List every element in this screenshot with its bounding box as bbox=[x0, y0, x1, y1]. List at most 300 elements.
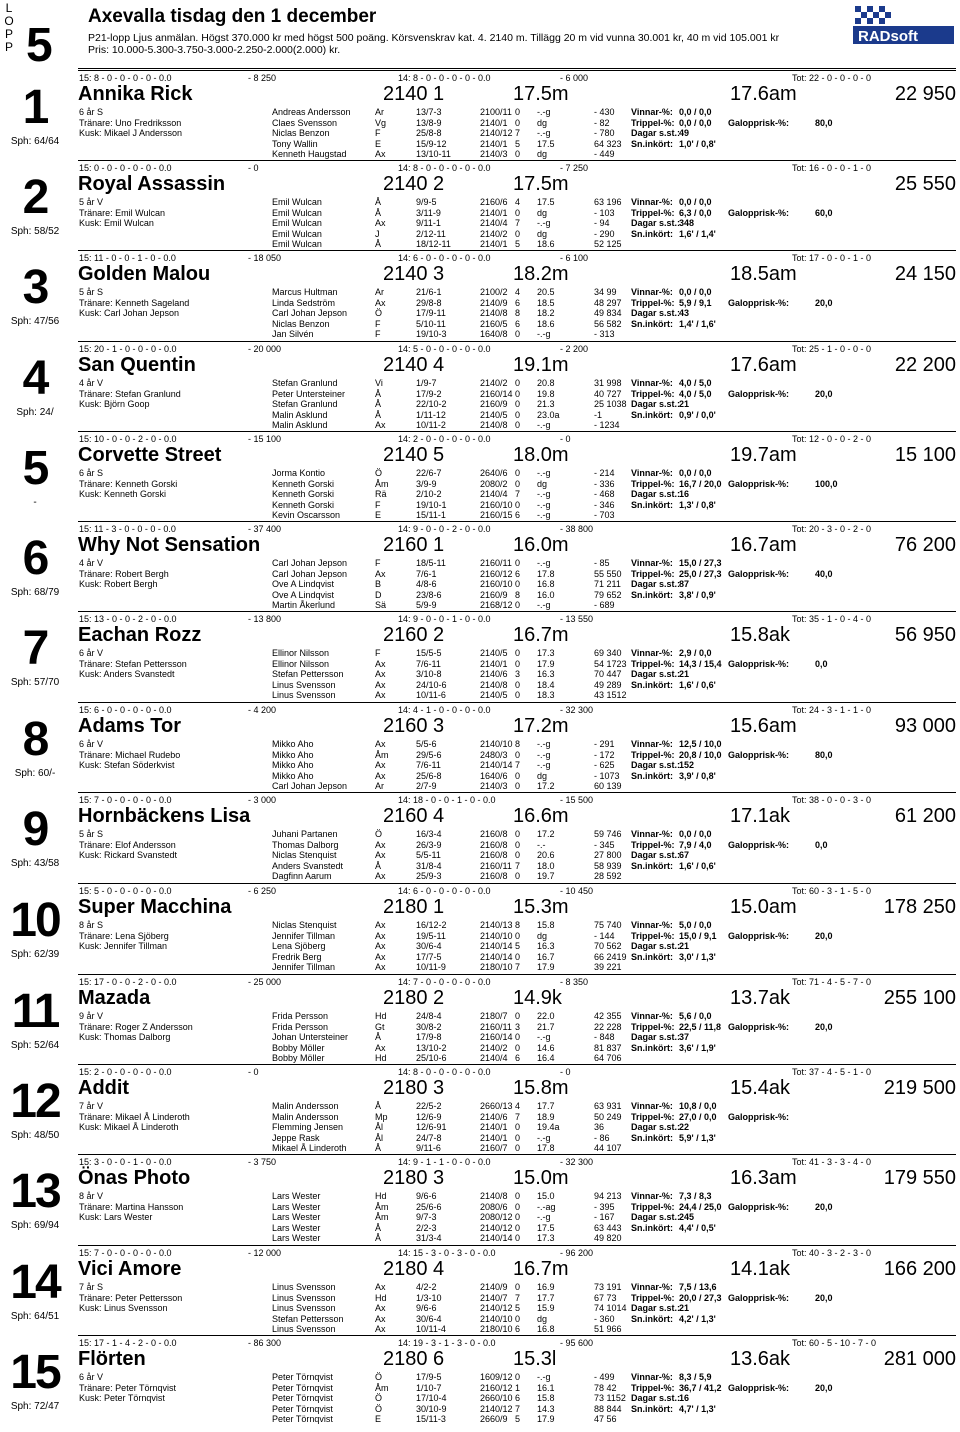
stats-this-year: 15: 3 - 0 - 0 - 1 - 0 - 0.0 bbox=[79, 1157, 172, 1167]
horse-entry bbox=[0, 974, 960, 1064]
age-sex: 6 år S bbox=[79, 107, 104, 117]
start-placing: 3 bbox=[515, 669, 521, 680]
start-number: 15 bbox=[10, 1346, 60, 1399]
start-driver: Linus Svensson bbox=[272, 679, 336, 690]
start-odds: 49 820 bbox=[594, 1233, 622, 1244]
start-distance: 1640/6 bbox=[480, 770, 508, 781]
start-date: 21/6-1 bbox=[416, 287, 442, 297]
sninkort-label: Sn.inkört: bbox=[631, 951, 673, 962]
trippel-value: 5,9 / 9,1 bbox=[679, 297, 712, 308]
trainer: Tränare: Martina Hansson bbox=[79, 1201, 184, 1212]
sninkort-label: Sn.inkört: bbox=[631, 1403, 673, 1414]
start-placing: 6 bbox=[515, 568, 521, 579]
start-placing: 0 bbox=[515, 468, 521, 478]
start-odds: 52 125 bbox=[594, 239, 622, 250]
start-driver: Mikko Aho bbox=[272, 770, 314, 781]
galopp-label: Galopprisk-%: bbox=[728, 1292, 790, 1303]
start-odds: 75 740 bbox=[594, 920, 622, 930]
start-time: 19.8 bbox=[537, 388, 555, 399]
start-date: 19/10-1 bbox=[416, 499, 447, 510]
start-distance: 2140/13 bbox=[480, 920, 513, 930]
start-date: 9/9-5 bbox=[416, 197, 437, 207]
driver: Kusk: Peter Törnqvist bbox=[79, 1393, 165, 1403]
entry-divider bbox=[78, 1335, 956, 1336]
horse-entry bbox=[0, 883, 960, 973]
start-distance: 2140/5 bbox=[480, 690, 508, 701]
earnings-last-year: - 10 450 bbox=[560, 886, 594, 896]
total-earnings: 255 100 bbox=[883, 987, 956, 1009]
stats-last-year: 14: 9 - 0 - 0 - 2 - 0 - 0.0 bbox=[398, 524, 491, 534]
horse-info bbox=[79, 739, 180, 771]
start-date: 16/12-2 bbox=[416, 920, 447, 930]
dagar-label: Dagar s.st.: bbox=[631, 218, 681, 229]
start-date: 25/8-8 bbox=[416, 128, 442, 139]
start-number: 3 bbox=[22, 261, 48, 314]
start-time: 18.6 bbox=[537, 318, 555, 329]
start-date: 9/6-6 bbox=[416, 1303, 437, 1314]
start-date: 4/2-2 bbox=[416, 1282, 437, 1292]
stats-this-year: 15: 8 - 0 - 0 - 0 - 0 - 0.0 bbox=[79, 73, 172, 83]
entry-divider bbox=[78, 1245, 956, 1246]
distance-track: 2180 2 bbox=[383, 987, 445, 1009]
start-driver: Carl Johan Jepson bbox=[272, 308, 348, 319]
start-placing: 0 bbox=[515, 1222, 521, 1233]
start-distance: 2140/1 bbox=[480, 1122, 508, 1133]
entry-divider bbox=[78, 1154, 956, 1155]
start-time: dg bbox=[537, 207, 548, 218]
vinnar-label: Vinnar-%: bbox=[631, 829, 673, 839]
start-distance: 2140/5 bbox=[480, 409, 508, 420]
trippel-label: Trippel-%: bbox=[631, 207, 675, 218]
start-placing: 7 bbox=[515, 1292, 521, 1303]
start-placing: 0 bbox=[515, 478, 521, 489]
start-driver: Jeppe Rask bbox=[272, 1132, 320, 1143]
start-date: 5/5-11 bbox=[416, 850, 441, 861]
start-odds: 47 56 bbox=[594, 1414, 617, 1425]
conditions-line-2: Pris: 10.000-5.300-3.750-3.000-2.250-2.000(2.000) kr. bbox=[88, 44, 341, 56]
start-date: 23/8-6 bbox=[416, 589, 442, 600]
speed-figure: Sph: 47/56 bbox=[10, 316, 60, 327]
header-divider bbox=[78, 68, 956, 69]
start-date: 25/9-3 bbox=[416, 871, 442, 882]
galopp-value: 20,0 bbox=[815, 1201, 833, 1212]
start-driver: Carl Johan Jepson bbox=[272, 568, 348, 579]
entry-divider bbox=[78, 883, 956, 884]
total-earnings: 22 950 bbox=[894, 83, 956, 105]
stats-last-year: 14: 8 - 0 - 0 - 0 - 0 - 0.0 bbox=[398, 1067, 491, 1077]
trippel-value: 27,0 / 0,0 bbox=[679, 1111, 717, 1122]
stats-total: Tot: 40 - 3 - 2 - 3 - 0 bbox=[792, 1248, 872, 1258]
stats-this-year: 15: 7 - 0 - 0 - 0 - 0 - 0.0 bbox=[79, 1248, 172, 1258]
dagar-value: 348 bbox=[679, 218, 695, 229]
start-time: 14.3 bbox=[537, 1403, 555, 1414]
earnings-last-year: - 32 300 bbox=[560, 705, 594, 715]
stats-total: Tot: 60 - 5 - 10 - 7 - 0 bbox=[792, 1338, 877, 1348]
start-odds: 40 727 bbox=[594, 388, 622, 399]
start-placing: 4 bbox=[515, 1101, 521, 1111]
earnings-last-year: - 2 200 bbox=[560, 344, 589, 354]
start-time: -.-g bbox=[537, 558, 551, 568]
start-distance: 2168/12 bbox=[480, 600, 513, 611]
earnings-this-year: - 4 200 bbox=[248, 705, 277, 715]
vinnar-label: Vinnar-%: bbox=[631, 1191, 673, 1201]
start-placing: 7 bbox=[515, 218, 521, 229]
start-number: 7 bbox=[22, 622, 48, 675]
start-track: F bbox=[375, 329, 381, 340]
start-driver: Marcus Hultman bbox=[272, 287, 338, 297]
dagar-label: Dagar s.st.: bbox=[631, 850, 681, 861]
start-distance: 2140/9 bbox=[480, 297, 508, 308]
start-driver: Peter Törnqvist bbox=[272, 1393, 333, 1404]
start-odds: 70 562 bbox=[594, 941, 622, 952]
start-distance: 2140/2 bbox=[480, 1042, 508, 1053]
start-distance: 2160/8 bbox=[480, 871, 508, 882]
start-date: 9/7-3 bbox=[416, 1212, 437, 1223]
start-driver: Claes Svensson bbox=[272, 117, 338, 128]
start-odds: 59 746 bbox=[594, 829, 622, 839]
start-driver: Malin Asklund bbox=[272, 420, 328, 431]
earnings-last-year: - 8 350 bbox=[560, 977, 589, 987]
horse-entry bbox=[0, 160, 960, 250]
start-placing: 7 bbox=[515, 1403, 521, 1414]
start-odds: 63 196 bbox=[594, 197, 622, 207]
start-placing: 0 bbox=[515, 1122, 521, 1133]
start-odds: 44 107 bbox=[594, 1143, 622, 1154]
horse-info bbox=[79, 287, 189, 319]
start-track: Hd bbox=[375, 1011, 387, 1021]
age-sex: 8 år V bbox=[79, 1191, 104, 1201]
start-date: 24/8-4 bbox=[416, 1011, 442, 1021]
start-driver: Linus Svensson bbox=[272, 690, 336, 701]
start-time: -.-g bbox=[537, 218, 551, 229]
horse-entry bbox=[0, 250, 960, 340]
start-distance: 2140/1 bbox=[480, 1132, 508, 1143]
horse-entry bbox=[0, 1245, 960, 1335]
start-track: Ax bbox=[375, 1313, 386, 1324]
start-odds: 49 834 bbox=[594, 308, 622, 319]
start-distance: 2140/6 bbox=[480, 1111, 508, 1122]
earnings-this-year: - 18 050 bbox=[248, 253, 282, 263]
earnings-this-year: - 20 000 bbox=[248, 344, 282, 354]
start-time: -.-g bbox=[537, 1032, 551, 1043]
start-odds: 50 249 bbox=[594, 1111, 622, 1122]
sninkort-value: 4,4' / 0,5' bbox=[679, 1222, 716, 1233]
start-driver: Jennifer Tillman bbox=[272, 962, 336, 973]
start-track: Ax bbox=[375, 930, 386, 941]
age-sex: 9 år V bbox=[79, 1011, 104, 1021]
start-distance: 2140/12 bbox=[480, 1222, 513, 1233]
sninkort-value: 3,6' / 1,9' bbox=[679, 1042, 716, 1053]
age-sex: 5 år V bbox=[79, 197, 104, 207]
start-odds: - 499 bbox=[594, 1372, 615, 1382]
start-date: 22/6-7 bbox=[416, 468, 442, 478]
start-driver: Linda Sedström bbox=[272, 297, 336, 308]
age-sex: 5 år S bbox=[79, 287, 104, 297]
horse-entry bbox=[0, 70, 960, 160]
start-track: Ax bbox=[375, 420, 386, 431]
start-driver: Malin Andersson bbox=[272, 1101, 339, 1111]
vinnar-value: 0,0 / 0,0 bbox=[679, 287, 712, 297]
start-time: -.-ag bbox=[537, 1201, 556, 1212]
distance-track: 2180 6 bbox=[383, 1348, 445, 1370]
driver: Kusk: Kenneth Gorski bbox=[79, 489, 167, 499]
start-distance: 2660/13 bbox=[480, 1101, 513, 1111]
start-driver: Stefan Granlund bbox=[272, 399, 338, 410]
start-driver: Niclas Stenquist bbox=[272, 850, 337, 861]
galopp-label: Galopprisk-%: bbox=[728, 297, 790, 308]
start-date: 29/8-8 bbox=[416, 297, 442, 308]
start-placing: 0 bbox=[515, 117, 521, 128]
start-date: 17/10-4 bbox=[416, 1393, 447, 1404]
start-track: Ax bbox=[375, 568, 386, 579]
start-time: 16.7 bbox=[537, 951, 555, 962]
radsoft-logo bbox=[853, 4, 954, 46]
start-date: 10/11-4 bbox=[416, 1324, 446, 1335]
horse-entry bbox=[0, 341, 960, 431]
dagar-value: 21 bbox=[679, 941, 690, 952]
start-date: 15/9-12 bbox=[416, 138, 447, 149]
start-time: 15.0 bbox=[537, 1191, 555, 1201]
stats-last-year: 14: 15 - 3 - 0 - 3 - 0 - 0.0 bbox=[398, 1248, 496, 1258]
start-driver: Jan Silvén bbox=[272, 329, 314, 340]
stats-this-year: 15: 0 - 0 - 0 - 0 - 0 - 0.0 bbox=[79, 163, 172, 173]
start-distance: 2140/10 bbox=[480, 1313, 513, 1324]
start-distance: 2140/2 bbox=[480, 228, 508, 239]
start-date: 13/10-2 bbox=[416, 1042, 447, 1053]
horse-name: Flörten bbox=[78, 1348, 146, 1370]
start-distance: 2140/4 bbox=[480, 1053, 508, 1064]
stats-this-year: 15: 5 - 0 - 0 - 0 - 0 - 0.0 bbox=[79, 886, 172, 896]
dagar-value: 245 bbox=[679, 1212, 695, 1223]
horse-name: Golden Malou bbox=[78, 263, 211, 285]
start-driver: Lars Wester bbox=[272, 1191, 321, 1201]
vinnar-value: 12,5 / 10,0 bbox=[679, 739, 722, 749]
start-track: Hd bbox=[375, 1191, 387, 1201]
speed-figure: Sph: 58/52 bbox=[10, 226, 60, 237]
start-date: 3/11-9 bbox=[416, 207, 441, 218]
galopp-value: 20,0 bbox=[815, 1292, 833, 1303]
start-distance: 2080/2 bbox=[480, 478, 508, 489]
start-driver: Lars Wester bbox=[272, 1222, 321, 1233]
stats-last-year: 14: 9 - 0 - 0 - 1 - 0 - 0.0 bbox=[398, 614, 491, 624]
start-date: 3/10-8 bbox=[416, 669, 442, 680]
start-date: 5/5-6 bbox=[416, 739, 437, 749]
start-odds: 39 221 bbox=[594, 962, 622, 973]
start-odds: 25 1038 bbox=[594, 399, 627, 410]
total-earnings: 56 950 bbox=[894, 624, 956, 646]
sninkort-label: Sn.inkört: bbox=[631, 499, 673, 510]
distance-track: 2140 2 bbox=[383, 173, 445, 195]
galopp-label: Galopprisk-%: bbox=[728, 388, 790, 399]
sninkort-label: Sn.inkört: bbox=[631, 1132, 673, 1143]
galopp-value: 80,0 bbox=[815, 749, 833, 760]
start-driver: Bobby Möller bbox=[272, 1053, 325, 1064]
start-placing: 7 bbox=[515, 1111, 521, 1122]
start-time: -.-g bbox=[537, 128, 551, 139]
start-time: 17.5 bbox=[537, 138, 555, 149]
total-earnings: 15 100 bbox=[894, 444, 956, 466]
start-time: 16.9 bbox=[537, 1282, 555, 1292]
start-odds: 34 99 bbox=[594, 287, 617, 297]
stats-last-year: 14: 19 - 3 - 1 - 3 - 0 - 0.0 bbox=[398, 1338, 496, 1348]
start-distance: 2480/3 bbox=[480, 749, 508, 760]
start-driver: Emil Wulcan bbox=[272, 228, 322, 239]
start-number: 5 bbox=[22, 442, 48, 495]
start-odds: 69 340 bbox=[594, 648, 622, 658]
start-driver: Stefan Granlund bbox=[272, 378, 338, 388]
start-odds: - 468 bbox=[594, 489, 615, 500]
age-sex: 8 år S bbox=[79, 920, 104, 930]
horse-name: Adams Tor bbox=[78, 715, 181, 737]
start-odds: - 86 bbox=[594, 1132, 610, 1143]
start-driver: Frida Persson bbox=[272, 1021, 329, 1032]
earnings-this-year: - 3 000 bbox=[248, 795, 277, 805]
start-placing: 0 bbox=[515, 600, 521, 611]
total-earnings: 76 200 bbox=[894, 534, 956, 556]
start-track: Å bbox=[375, 239, 382, 250]
start-distance: 2100/2 bbox=[480, 287, 508, 297]
start-date: 18/12-11 bbox=[416, 239, 451, 250]
sninkort-value: 3,9' / 0,8' bbox=[679, 770, 716, 781]
start-distance: 2140/3 bbox=[480, 781, 508, 792]
start-odds: - 172 bbox=[594, 749, 615, 760]
start-driver: Stefan Pettersson bbox=[272, 1313, 344, 1324]
stats-last-year: 14: 18 - 0 - 0 - 1 - 0 - 0.0 bbox=[398, 795, 496, 805]
age-sex: 6 år V bbox=[79, 648, 104, 658]
start-odds: 43 1512 bbox=[594, 690, 627, 701]
start-odds: - 214 bbox=[594, 468, 615, 478]
record-volt: 15.8m bbox=[513, 1077, 569, 1099]
start-time: 17.7 bbox=[537, 1292, 555, 1303]
start-distance: 2140/1 bbox=[480, 117, 508, 128]
start-placing: 0 bbox=[515, 1132, 521, 1143]
trippel-label: Trippel-%: bbox=[631, 839, 675, 850]
start-time: 18.4 bbox=[537, 679, 555, 690]
sninkort-value: 0,9' / 0,0' bbox=[679, 409, 716, 420]
start-placing: 0 bbox=[515, 770, 521, 781]
dagar-label: Dagar s.st.: bbox=[631, 399, 681, 410]
trippel-label: Trippel-%: bbox=[631, 930, 675, 941]
start-distance: 2160/9 bbox=[480, 399, 508, 410]
distance-track: 2160 1 bbox=[383, 534, 445, 556]
start-distance: 2160/14 bbox=[480, 388, 513, 399]
start-track: Ax bbox=[375, 297, 386, 308]
entry-divider bbox=[78, 160, 956, 161]
record-auto: 17.1ak bbox=[730, 805, 791, 827]
earnings-this-year: - 8 250 bbox=[248, 73, 277, 83]
start-driver: Niclas Benzon bbox=[272, 318, 330, 329]
page-title: Axevalla tisdag den 1 december bbox=[88, 6, 377, 27]
start-track: F bbox=[375, 558, 381, 568]
start-time: dg bbox=[537, 117, 548, 128]
start-track: Ar bbox=[375, 287, 384, 297]
total-earnings: 281 000 bbox=[883, 1348, 956, 1370]
trippel-label: Trippel-%: bbox=[631, 388, 675, 399]
galopp-label: Galopprisk-%: bbox=[728, 658, 790, 669]
earnings-last-year: - 38 800 bbox=[560, 524, 594, 534]
start-placing: 6 bbox=[515, 1393, 521, 1404]
start-distance: 2140/14 bbox=[480, 951, 513, 962]
start-track: E bbox=[375, 1414, 382, 1425]
sninkort-value: 1,6' / 0,6' bbox=[679, 679, 716, 690]
start-time: dg bbox=[537, 930, 548, 941]
dagar-value: 43 bbox=[679, 308, 690, 319]
dagar-value: 16 bbox=[679, 1393, 690, 1404]
start-track: Ö bbox=[375, 468, 383, 478]
start-time: 18.6 bbox=[537, 239, 555, 250]
start-distance: 2140/9 bbox=[480, 1282, 508, 1292]
start-track: Ål bbox=[375, 1132, 384, 1143]
start-track: Ö bbox=[375, 1372, 383, 1382]
speed-figure: Sph: 60/- bbox=[14, 768, 56, 779]
start-odds: - 1073 bbox=[594, 770, 620, 781]
start-distance: 1609/12 bbox=[480, 1372, 513, 1382]
start-track: Ö bbox=[375, 1393, 383, 1404]
galopp-label: Galopprisk-%: bbox=[728, 1111, 790, 1122]
start-odds: 55 550 bbox=[594, 568, 622, 579]
start-placing: 0 bbox=[515, 1372, 521, 1382]
start-distance: 2160/10 bbox=[480, 499, 513, 510]
start-driver: Malin Asklund bbox=[272, 409, 328, 420]
entry-divider bbox=[78, 431, 956, 432]
trainer: Tränare: Peter Pettersson bbox=[79, 1292, 183, 1303]
trippel-label: Trippel-%: bbox=[631, 478, 675, 489]
start-placing: 8 bbox=[515, 920, 521, 930]
sninkort-label: Sn.inkört: bbox=[631, 860, 673, 871]
sninkort-value: 4,2' / 1,3' bbox=[679, 1313, 716, 1324]
start-odds: - 82 bbox=[594, 117, 610, 128]
start-time: dg bbox=[537, 770, 548, 781]
dagar-value: 21 bbox=[679, 1303, 690, 1314]
start-date: 25/10-6 bbox=[416, 1053, 447, 1064]
stats-last-year: 14: 2 - 0 - 0 - 0 - 0 - 0.0 bbox=[398, 434, 491, 444]
start-driver: Peter Törnqvist bbox=[272, 1414, 333, 1425]
trippel-value: 22,5 / 11,8 bbox=[679, 1021, 722, 1032]
earnings-last-year: - 32 300 bbox=[560, 1157, 594, 1167]
trippel-value: 20,8 / 10,0 bbox=[679, 749, 722, 760]
start-placing: 4 bbox=[515, 287, 521, 297]
distance-track: 2140 4 bbox=[383, 354, 445, 376]
start-driver: Ove A Lindqvist bbox=[272, 579, 335, 590]
speed-figure: Sph: 48/50 bbox=[10, 1130, 60, 1141]
horse-info bbox=[79, 920, 169, 952]
record-volt: 15.3l bbox=[513, 1348, 557, 1370]
start-track: Gt bbox=[375, 1021, 385, 1032]
start-track: Ax bbox=[375, 839, 386, 850]
start-placing: 0 bbox=[515, 839, 521, 850]
stats-total: Tot: 25 - 1 - 0 - 0 - 0 bbox=[792, 344, 872, 354]
age-sex: 4 år V bbox=[79, 558, 104, 568]
stats-last-year: 14: 4 - 1 - 0 - 0 - 0 - 0.0 bbox=[398, 705, 491, 715]
start-odds: 79 652 bbox=[594, 589, 622, 600]
start-placing: 0 bbox=[515, 690, 521, 701]
age-sex: 6 år S bbox=[79, 468, 104, 478]
start-time: -.-g bbox=[537, 600, 551, 611]
start-track: Ax bbox=[375, 1282, 386, 1292]
total-earnings: 24 150 bbox=[894, 263, 956, 285]
vinnar-label: Vinnar-%: bbox=[631, 739, 673, 749]
start-placing: 0 bbox=[515, 1191, 521, 1201]
start-placing: 0 bbox=[515, 409, 521, 420]
start-date: 22/10-2 bbox=[416, 399, 447, 410]
vinnar-label: Vinnar-%: bbox=[631, 107, 673, 117]
start-track: Å bbox=[375, 409, 382, 420]
driver: Kusk: Robert Bergh bbox=[79, 579, 158, 589]
start-driver: Emil Wulcan bbox=[272, 197, 322, 207]
sninkort-value: 4,7' / 1,3' bbox=[679, 1403, 716, 1414]
start-distance: 2140/14 bbox=[480, 941, 513, 952]
start-date: 10/11-2 bbox=[416, 420, 446, 431]
